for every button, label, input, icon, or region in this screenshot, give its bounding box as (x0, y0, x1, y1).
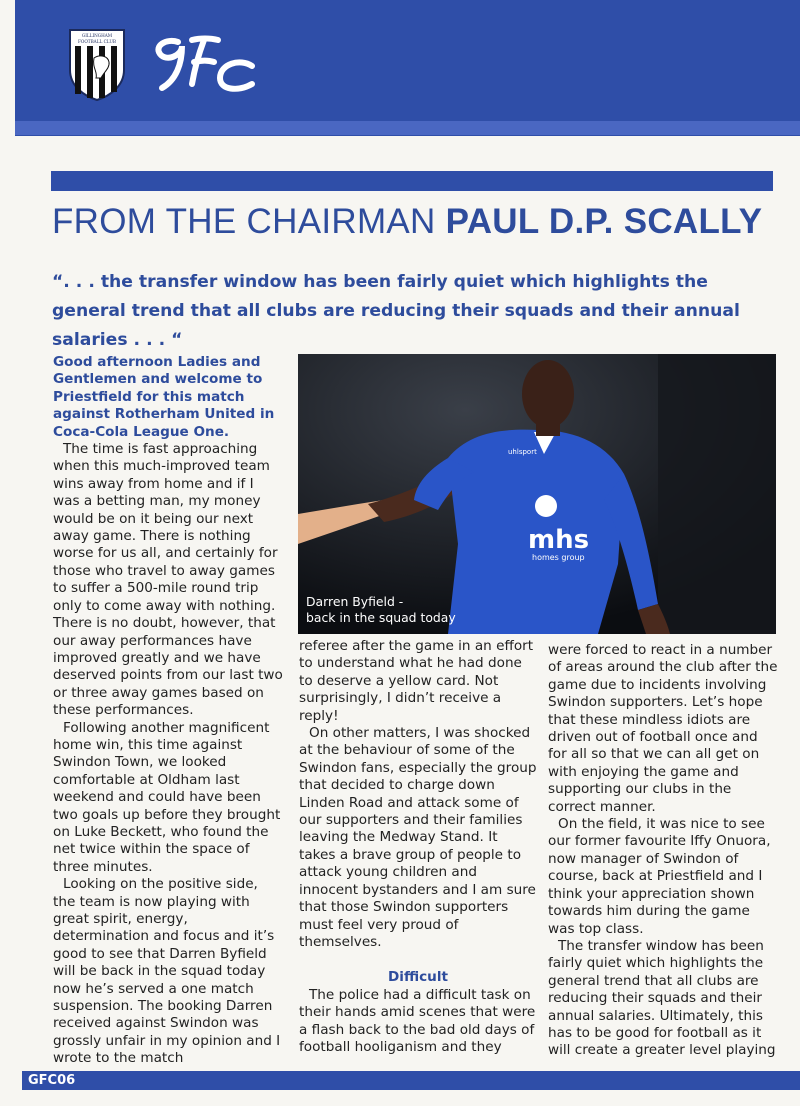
body-paragraph: Following another magnificent home win, this time against Swindon Town, we looked comfortable at Oldham last weekend and could have been two goals up before they brought on Luke Beckett, who found the net twice within the space of three minutes. (53, 719, 281, 875)
body-paragraph: The transfer window has been fairly quiet which highlights the general trend that all clubs are reducing their squads and their annual salaries. Ultimately, this has to be good for football as it will create a greater level playing (548, 937, 776, 1059)
body-paragraph: The police had a difficult task on their hands amid scenes that were a flash back to the bad old days of football hooliganism and they (299, 986, 536, 1055)
club-crest-logo (68, 28, 126, 102)
gfc-monogram-logo (148, 30, 260, 104)
masthead-stripe (15, 121, 800, 135)
footer-bar (22, 1071, 800, 1090)
shirt-sponsor-subtext: homes group (532, 553, 585, 562)
article-column-2 (299, 638, 537, 1056)
body-paragraph: The time is fast approaching when this much-improved team wins away from home and if I was a betting man, my money would be on it being our next away game. There is nothing worse for us all, and certainly for those who travel to away games to suffer a 500-mile round trip only to come away with nothing. There is no doubt, however, that our away performances have improved greatly and we have deserved points from our last two or three away games based on these performances. (53, 441, 283, 719)
title-lead: FROM THE CHAIRMAN (52, 202, 436, 241)
body-paragraph: On other matters, I was shocked at the behaviour of some of the Swindon fans, especially the group that decided to charge down Linden Road and attack some of our supporters and their families leaving the Medway Stand. It takes a brave group of people to attack young children and innocent bystanders and I am sure that those Swindon supporters must feel very proud of themselves. (299, 725, 537, 950)
kit-brand-text: uhlsport (508, 448, 537, 456)
title-author-name: PAUL D.P. SCALLY (445, 202, 763, 241)
article-column-1 (53, 354, 283, 1068)
body-paragraph: were forced to react in a number of areas around the club after the game due to incidents involving Swindon supporters. Let’s hope that these mindless idiots are driven out of football once and for all so that we can all get on with enjoying the game and supporting our clubs in the correct manner. (548, 642, 778, 815)
caption-line: back in the squad today (306, 610, 456, 625)
player-photo-illustration (298, 354, 776, 634)
photo-caption (306, 594, 456, 626)
body-paragraph: referee after the game in an effort to understand what he had done to deserve a yellow card. Not surprisingly, I didn’t receive a reply! (299, 638, 534, 724)
intro-paragraph: Good afternoon Ladies and Gentlemen and welcome to Priestfield for this match against Rotherham United in Coca-Cola League One. (53, 354, 275, 440)
pull-quote: “. . . the transfer window has been fairly quiet which highlights the general trend that all clubs are reducing their squads and their annual salaries . . . “ (52, 272, 740, 350)
svg-text:GILLINGHAM: GILLINGHAM (81, 33, 113, 38)
page-title (52, 200, 762, 244)
shirt-sponsor-text: mhs (528, 525, 590, 555)
player-photo (298, 354, 776, 634)
article-column-3 (548, 642, 780, 1060)
section-subheading: Difficult (388, 969, 448, 986)
caption-line: Darren Byfield - (306, 594, 404, 609)
title-rule (51, 171, 773, 191)
svg-text:FOOTBALL CLUB: FOOTBALL CLUB (78, 39, 116, 44)
page-number: GFC06 (28, 1073, 76, 1088)
masthead-band (15, 0, 800, 136)
body-paragraph: On the field, it was nice to see our former favourite Iffy Onuora, now manager of Swindon of course, back at Priestfield and I think your appreciation shown towards him during the game was top class. (548, 816, 771, 937)
body-paragraph: Looking on the positive side, the team is now playing with great spirit, energy, determination and focus and it’s good to see that Darren Byfield will be back in the squad today now he’s served a one match suspension. The booking Darren received against Swindon was grossly unfair in my opinion and I wrote to the match (53, 876, 281, 1067)
